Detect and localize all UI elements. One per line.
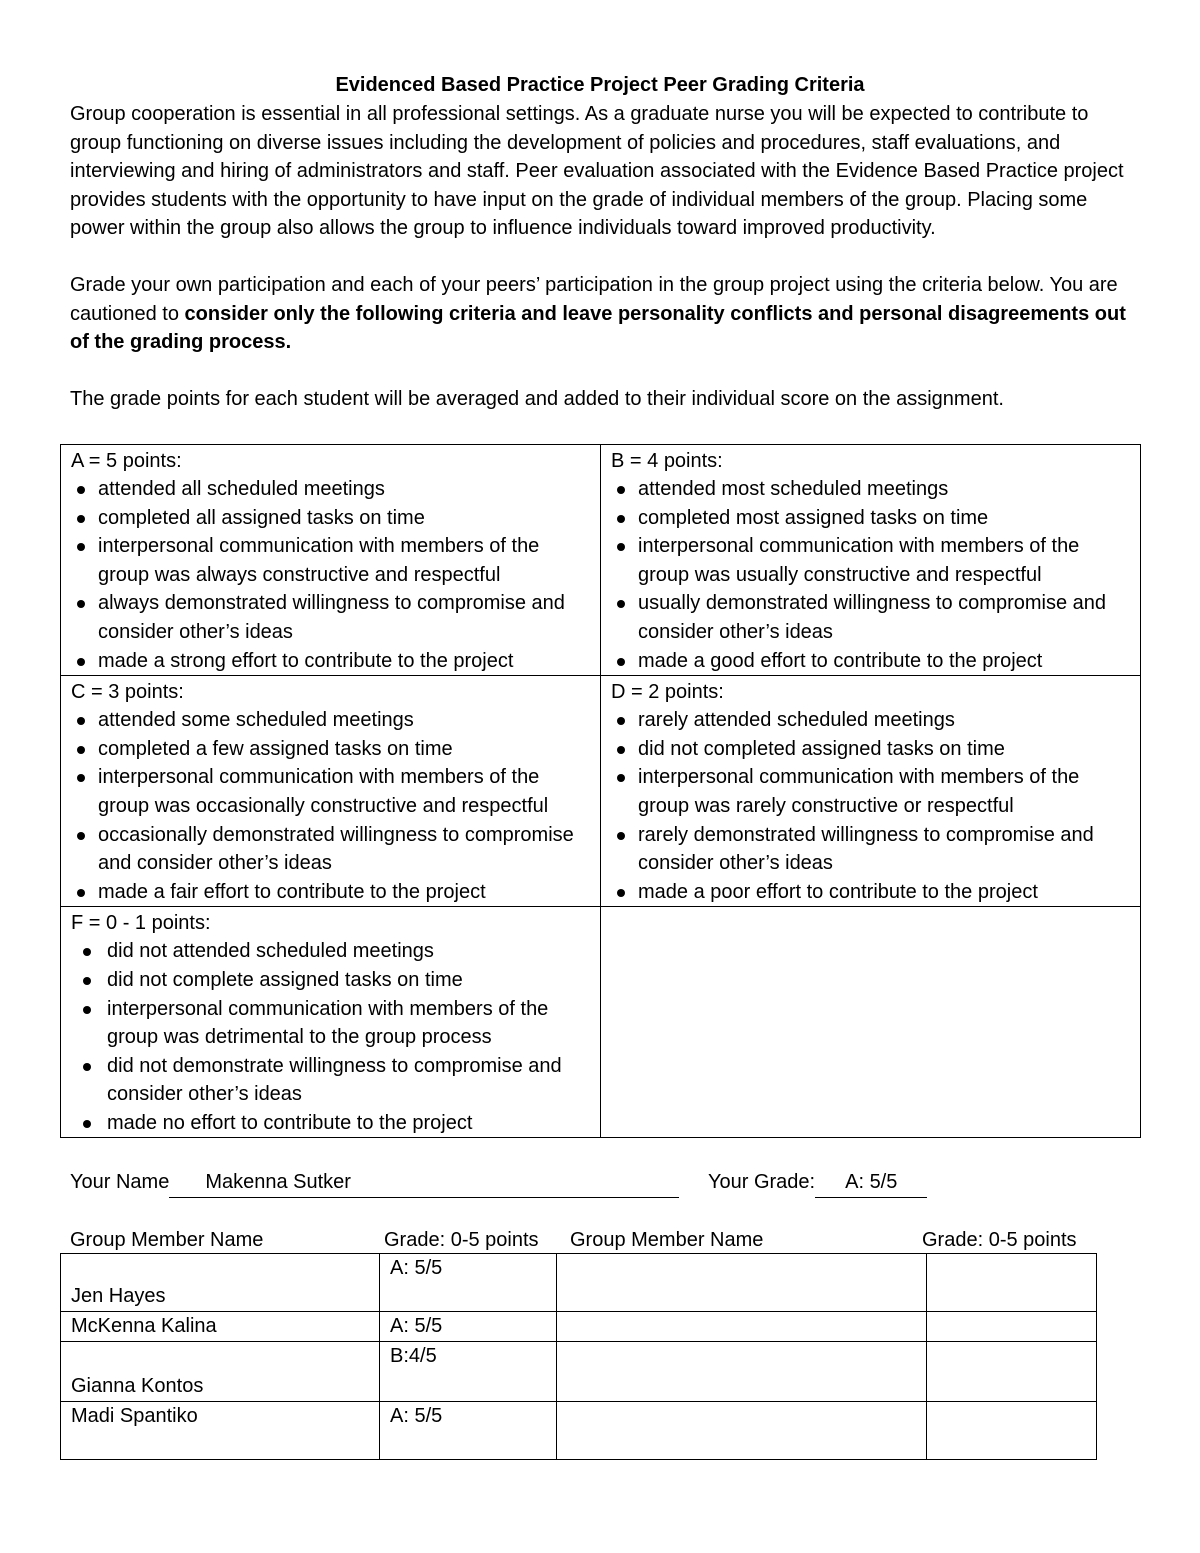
criteria-item: completed a few assigned tasks on time	[71, 735, 590, 764]
member-name-cell-2[interactable]	[557, 1312, 927, 1342]
member-grade-cell-2[interactable]	[927, 1312, 1097, 1342]
table-row	[61, 1342, 1097, 1402]
member-grade-header: Grade: 0-5 points	[384, 1229, 539, 1251]
criteria-item: interpersonal communication with members of the group was rarely constructive or respectful	[611, 763, 1130, 820]
member-name-cell[interactable]: McKenna Kalina	[61, 1312, 380, 1342]
member-grade-cell[interactable]: B:4/5	[380, 1342, 557, 1402]
member-name-header-2: Group Member Name	[570, 1229, 764, 1251]
criteria-item: interpersonal communication with members of the group was usually constructive and respectful	[611, 532, 1130, 589]
criteria-list-a	[71, 475, 590, 675]
instructions-caution: consider only the following criteria and leave personality conflicts and personal disagreements out of the grading process.	[70, 302, 1126, 354]
member-grade-cell-2[interactable]	[927, 1254, 1097, 1312]
member-grade-cell[interactable]: A: 5/5	[380, 1254, 557, 1312]
criteria-item: always demonstrated willingness to compromise and consider other’s ideas	[71, 589, 590, 646]
criteria-list-d	[611, 706, 1130, 906]
criteria-item: made no effort to contribute to the project	[71, 1109, 590, 1138]
criteria-item: made a fair effort to contribute to the project	[71, 878, 590, 907]
criteria-item: attended all scheduled meetings	[71, 475, 590, 504]
criteria-list-f	[71, 937, 590, 1137]
instructions-paragraph	[70, 271, 1130, 357]
document-body	[70, 70, 1130, 413]
criteria-heading-f: F = 0 - 1 points:	[71, 912, 211, 935]
member-grade-cell-2[interactable]	[927, 1402, 1097, 1460]
your-grade-label: Your Grade:	[708, 1171, 816, 1193]
intro-paragraph: Group cooperation is essential in all professional settings. As a graduate nurse you will be expected to contribute to group functioning on diverse issues including the development of policies and procedures, staff evaluations, and interviewing and hiring of administrators and staff. Peer evaluation associated with the Evidence Based Practice project provides students with the opportunity to have input on the grade of individual members of the group. Placing some power within the group also allows the group to influence individuals toward improved productivity.	[70, 103, 1124, 240]
your-name-value: Makenna Sutker	[205, 1171, 351, 1193]
criteria-list-b	[611, 475, 1130, 675]
member-name-cell-2[interactable]	[557, 1342, 927, 1402]
member-name-header: Group Member Name	[70, 1229, 264, 1251]
member-grade-cell-2[interactable]	[927, 1342, 1097, 1402]
criteria-item: made a good effort to contribute to the project	[611, 647, 1130, 676]
your-grade-field[interactable]	[815, 1168, 927, 1198]
member-grade-cell[interactable]: A: 5/5	[380, 1402, 557, 1460]
criteria-heading-b: B = 4 points:	[611, 450, 723, 472]
criteria-cell-empty	[601, 907, 1141, 1138]
criteria-list-c	[71, 706, 590, 906]
your-name-line	[70, 1168, 679, 1198]
criteria-item: rarely attended scheduled meetings	[611, 706, 1130, 735]
criteria-heading-c: C = 3 points:	[71, 681, 184, 704]
member-name-cell-2[interactable]	[557, 1402, 927, 1460]
member-name-cell-2[interactable]	[557, 1254, 927, 1312]
criteria-cell-b	[601, 445, 1141, 676]
member-name-cell[interactable]: Gianna Kontos	[61, 1342, 380, 1402]
criteria-item: attended some scheduled meetings	[71, 706, 590, 735]
table-row	[61, 1312, 1097, 1342]
criteria-item: made a poor effort to contribute to the project	[611, 878, 1130, 907]
member-grades-table	[60, 1253, 1097, 1460]
criteria-item: occasionally demonstrated willingness to compromise and consider other’s ideas	[71, 821, 590, 878]
criteria-cell-f	[61, 907, 601, 1138]
criteria-item: made a strong effort to contribute to the project	[71, 647, 590, 676]
criteria-item: completed all assigned tasks on time	[71, 504, 590, 533]
criteria-item: completed most assigned tasks on time	[611, 504, 1130, 533]
your-grade-line	[708, 1168, 927, 1198]
your-name-label: Your Name	[70, 1171, 170, 1193]
criteria-item: interpersonal communication with members of the group was always constructive and respectful	[71, 532, 590, 589]
your-name-field[interactable]	[169, 1168, 679, 1198]
table-row	[61, 1402, 1097, 1460]
instructions-text: Grade your own participation and each of your peers’ participation in the group project using the criteria below. You are cautioned to	[70, 273, 1118, 325]
member-grade-cell[interactable]: A: 5/5	[380, 1312, 557, 1342]
criteria-item: interpersonal communication with members of the group was occasionally constructive and respectful	[71, 763, 590, 820]
table-row	[61, 1254, 1097, 1312]
your-grade-value: A: 5/5	[845, 1171, 898, 1193]
criteria-item: usually demonstrated willingness to compromise and consider other’s ideas	[611, 589, 1130, 646]
member-grade-header-2: Grade: 0-5 points	[922, 1229, 1077, 1251]
criteria-heading-d: D = 2 points:	[611, 681, 724, 704]
criteria-item: did not complete assigned tasks on time	[71, 966, 590, 995]
criteria-item: did not demonstrate willingness to compromise and consider other’s ideas	[71, 1052, 590, 1109]
criteria-item: rarely demonstrated willingness to compromise and consider other’s ideas	[611, 821, 1130, 878]
criteria-item: attended most scheduled meetings	[611, 475, 1130, 504]
document-title: Evidenced Based Practice Project Peer Grading Criteria	[335, 74, 865, 96]
criteria-item: interpersonal communication with members of the group was detrimental to the group process	[71, 995, 590, 1052]
criteria-item: did not attended scheduled meetings	[71, 937, 590, 966]
criteria-cell-c	[61, 676, 601, 907]
criteria-item: did not completed assigned tasks on time	[611, 735, 1130, 764]
criteria-table	[60, 444, 1141, 1138]
criteria-cell-a	[61, 445, 601, 676]
member-name-cell[interactable]: Madi Spantiko	[61, 1402, 380, 1460]
member-name-cell[interactable]: Jen Hayes	[61, 1254, 380, 1312]
criteria-cell-d	[601, 676, 1141, 907]
criteria-heading-a: A = 5 points:	[71, 450, 182, 472]
averaging-note: The grade points for each student will be averaged and added to their individual score on the assignment.	[70, 387, 1004, 410]
